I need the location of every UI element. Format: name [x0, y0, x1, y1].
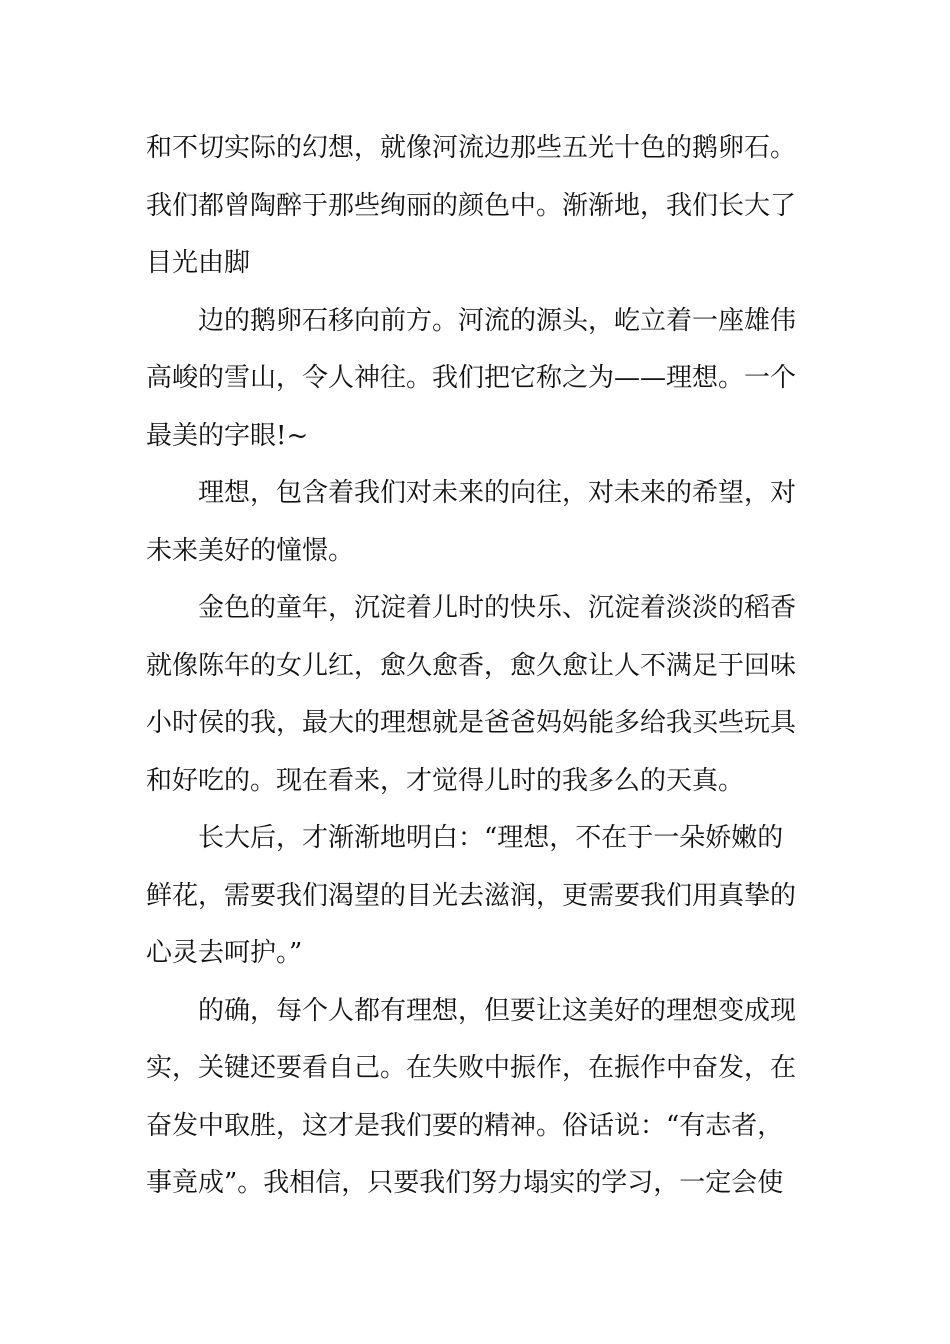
text-line-3: 目光由脚 — [146, 248, 251, 278]
text-line-11: 小时侯的我，最大的理想就是爸爸妈妈能多给我买些玩具 — [146, 708, 797, 738]
text-line-7: 理想，包含着我们对未来的向往，对未来的希望，对 — [198, 478, 797, 508]
text-line-9: 金色的童年，沉淀着儿时的快乐、沉淀着淡淡的稻香 — [198, 593, 797, 623]
text-line-2: 我们都曾陶醉于那些绚丽的颜色中。渐渐地，我们长大了 — [146, 190, 797, 221]
text-line-4: 边的鹅卵石移向前方。河流的源头，屹立着一座雄伟 — [198, 305, 797, 336]
text-line-15: 心灵去呵护。” — [146, 938, 303, 968]
text-line-5: 高峻的雪山，令人神往。我们把它称之为——理想。一个 — [146, 363, 797, 393]
text-line-12: 和好吃的。现在看来，才觉得儿时的我多么的天真。 — [146, 765, 745, 796]
text-line-18: 奋发中取胜，这才是我们要的精神。俗话说：“有志者， — [146, 1110, 784, 1141]
text-line-10: 就像陈年的女儿红，愈久愈香，愈久愈让人不满足于回味 — [146, 650, 797, 681]
text-line-1: 和不切实际的幻想，就像河流边那些五光十色的鹅卵石。 — [146, 133, 797, 163]
text-line-6: 最美的字眼!~ — [146, 420, 309, 451]
text-line-13: 长大后，才渐渐地明白：“理想，不在于一朵娇嫩的 — [198, 823, 784, 853]
text-line-14: 鲜花，需要我们渴望的目光去滋润，更需要我们用真挚的 — [146, 880, 797, 911]
text-line-17: 实，关键还要看自己。在失败中振作，在振作中奋发，在 — [146, 1053, 797, 1083]
text-line-19: 事竟成”。我相信，只要我们努力塌实的学习，一定会使 — [146, 1168, 784, 1198]
text-line-8: 未来美好的憧憬。 — [146, 535, 355, 566]
text-line-16: 的确，每个人都有理想，但要让这美好的理想变成现 — [198, 995, 797, 1026]
essay-text — [146, 120, 811, 1213]
